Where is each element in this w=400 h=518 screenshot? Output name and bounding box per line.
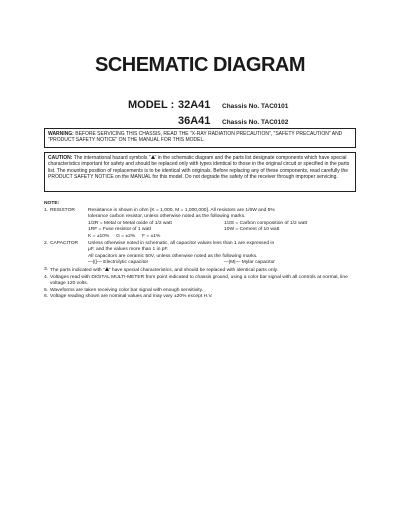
warning-text: BEFORE SERVICING THIS CHASSIS, READ THE "X-RAY RADIATION PRECAUTION", "SAFETY PRECAUTION" AND "PRODUCT SAFETY NOTICE" ON THE MANUAL FOR THIS MODEL. bbox=[48, 131, 343, 144]
note-3: 3. The parts indicated with " " have special characteristics, and should be replaced with identical parts only. bbox=[44, 266, 279, 273]
chassis-number: Chassis No. TAC0101 bbox=[222, 103, 289, 110]
chassis-number: Chassis No. TAC0102 bbox=[222, 119, 289, 126]
note-5: 5. Waveforms are taken receiving color bar signal with enough sensitivity. bbox=[44, 287, 204, 293]
model-number: 32A41 bbox=[178, 99, 211, 111]
warning-box bbox=[44, 128, 356, 148]
note-text: tolerance carbon resistor, unless otherwise noted as the following marks. bbox=[88, 214, 246, 220]
mylar-capacitor-symbol: —|M|— Mylar capacitor bbox=[224, 260, 275, 266]
caution-box bbox=[44, 152, 356, 192]
note-text: All capacitors are ceramic 50V, unless otherwise noted as the following marks. bbox=[88, 253, 258, 259]
resistor-tolerance: K = ±10% G = ±2% F = ±1% bbox=[88, 233, 161, 239]
note-label: RESISTOR bbox=[50, 207, 75, 213]
notes-section bbox=[44, 201, 356, 301]
resistor-marks-a: 1/2R = Metal or Metal oxide of 1/2 watt 1/2S = Carbon composition of 1/2 watt bbox=[88, 220, 308, 226]
caution-text-cont: " in the schematic diagram and the parts list designate components which have special characteristics important for safety and should be replaced only with types identical to those in the original circuit or specified in the parts list. The mounting position of replacements is to be identical with originals. Before replacing any of these components, read carefully the PRODUCT SAFETY NOTICE on the MANUAL for this model. Do not degrade the safety of the receiver through improper servicing. bbox=[48, 155, 350, 181]
note-text: µF, and the values more than 1 in pF. bbox=[88, 247, 169, 253]
caution-lead: CAUTION: bbox=[48, 155, 73, 161]
resistor-marks-b: 1RF = Fuse resistor of 1 watt 10W = Cement of 10 watt bbox=[88, 227, 280, 233]
model-row-1 bbox=[128, 99, 288, 115]
note-text: Unless otherwise noted in schematic, all capacitor values less than 1 are expressed in bbox=[88, 240, 275, 246]
note-label: CAPACITOR bbox=[50, 240, 79, 246]
note-text: Resistance is shown in ohm [K = 1,000, M = 1,000,000]. All resistors are 1/6W and 5% bbox=[88, 207, 275, 213]
page-title: SCHEMATIC DIAGRAM bbox=[94, 54, 305, 76]
model-block bbox=[128, 99, 288, 131]
model-number: 36A41 bbox=[178, 115, 211, 127]
electrolytic-capacitor-symbol: —|(|— Electrolytic capacitor bbox=[88, 260, 149, 266]
warning-lead: WARNING: bbox=[48, 131, 74, 137]
notes-title: NOTE: bbox=[44, 201, 60, 206]
note-6: 6. Voltage reading shown are nominal values and may vary ±20% except H.V. bbox=[44, 294, 213, 300]
model-label: MODEL : bbox=[128, 99, 175, 111]
caution-text: The international hazard symbols " bbox=[73, 155, 151, 161]
capacitor-symbols bbox=[44, 260, 356, 267]
note-resistor: 1. RESISTOR Resistance is shown in ohm [K = 1,000, M = 1,000,000]. All resistors are 1/6W and 5% bbox=[44, 208, 356, 215]
note-capacitor: 2. CAPACITOR Unless otherwise noted in schematic, all capacitor values less than 1 are expressed in bbox=[44, 241, 356, 248]
note-4: 4. Voltages read with DIGITAL MULTI-METER from point indicated to chassis ground, using a color bar signal with all controls at normal, line voltage 120 volts. bbox=[44, 274, 348, 287]
